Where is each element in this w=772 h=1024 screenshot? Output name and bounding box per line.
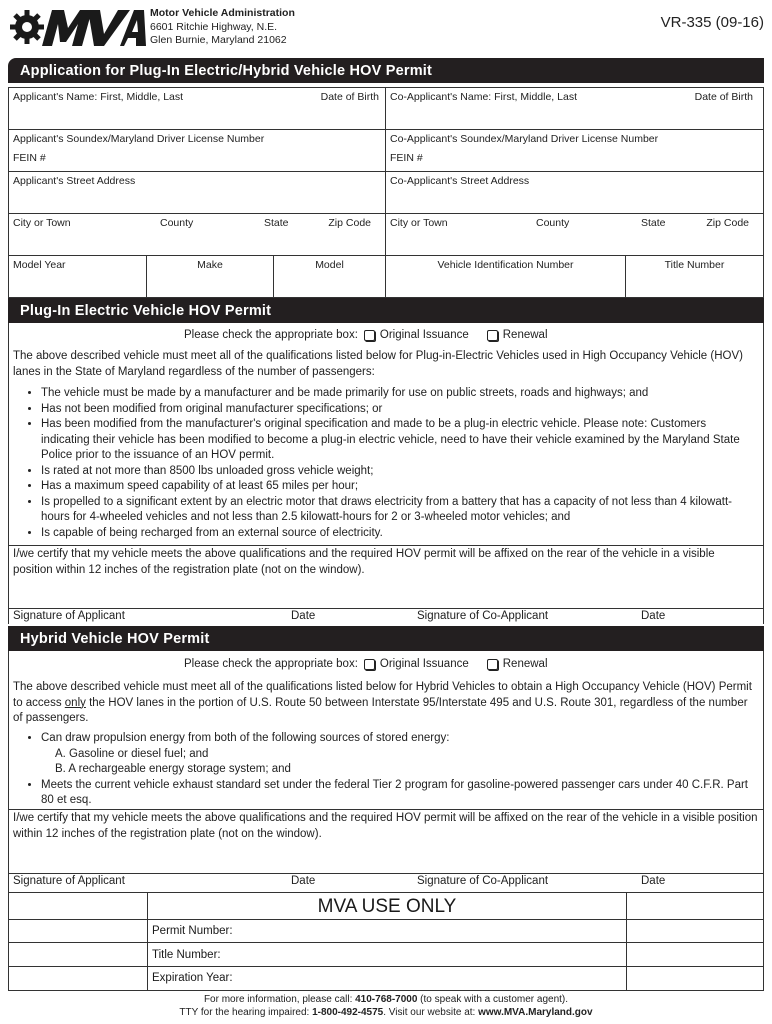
plugin-sig-coapplicant-label: Signature of Co-Applicant bbox=[417, 610, 549, 622]
applicant-county-label: County bbox=[160, 217, 194, 229]
hybrid-original-checkbox[interactable] bbox=[364, 659, 375, 670]
plugin-date2-label: Date bbox=[641, 610, 666, 622]
plugin-divider bbox=[9, 545, 763, 546]
hybrid-intro-a: The above described vehicle must meet all of the qualifications listed below for Hybrid Vehicles to obtain a High Occupancy Vehicle (HOV) Permit to access bbox=[13, 681, 752, 709]
coapplicant-city-field[interactable] bbox=[386, 214, 763, 256]
hybrid-item-2: • Meets the current vehicle exhaust standard set under the federal Tier 2 program for gasoline-powered passenger cars under 40 C.F.R. Part 80 et esq. bbox=[41, 778, 761, 809]
expiration-year-field[interactable] bbox=[148, 967, 626, 990]
plugin-section bbox=[8, 323, 764, 624]
hybrid-item-1 bbox=[41, 731, 761, 778]
mva-title-number-label: Title Number: bbox=[152, 949, 221, 961]
coapplicant-zip-label: Zip Code bbox=[706, 217, 749, 229]
plugin-qualifications bbox=[13, 386, 745, 541]
plugin-original-checkbox[interactable] bbox=[364, 330, 375, 341]
mva-title-number-field[interactable] bbox=[148, 943, 626, 967]
footer-tty-text: TTY for the hearing impaired: bbox=[179, 1007, 313, 1018]
footer-tty-phone: 1-800-492-4575 bbox=[312, 1007, 384, 1018]
hybrid-heading bbox=[8, 626, 764, 651]
hybrid-check-row bbox=[184, 658, 548, 670]
applicant-street-field[interactable] bbox=[9, 172, 386, 214]
coapplicant-name-field[interactable] bbox=[386, 88, 763, 130]
applicant-fein-label: FEIN # bbox=[13, 152, 46, 164]
expiration-year-label: Expiration Year: bbox=[152, 972, 233, 984]
mva-right-cell-2 bbox=[627, 920, 763, 943]
address-line1: 6601 Ritchie Highway, N.E. bbox=[150, 20, 278, 33]
vin-label: Vehicle Identification Number bbox=[437, 259, 574, 271]
applicant-city-field[interactable] bbox=[9, 214, 386, 256]
footer-line1 bbox=[0, 994, 772, 1005]
hybrid-signature-line[interactable] bbox=[9, 873, 763, 874]
footer-call-text: For more information, please call: bbox=[203, 994, 356, 1005]
coapplicant-street-label: Co-Applicant's Street Address bbox=[390, 175, 530, 187]
coapplicant-dob-label: Date of Birth bbox=[694, 91, 753, 103]
coapplicant-license-field[interactable] bbox=[386, 130, 763, 172]
hybrid-sub-a: A. Gasoline or diesel fuel; and bbox=[55, 747, 209, 760]
plugin-signature-line[interactable] bbox=[9, 608, 763, 609]
mva-use-only-title: MVA USE ONLY bbox=[148, 893, 626, 920]
plugin-heading bbox=[8, 298, 764, 323]
plugin-date1-label: Date bbox=[291, 610, 316, 622]
plugin-renewal-label: Renewal bbox=[502, 329, 548, 341]
mva-right-cell-1 bbox=[627, 893, 763, 920]
plugin-sig-applicant-label: Signature of Applicant bbox=[13, 610, 125, 622]
applicant-grid bbox=[8, 87, 764, 298]
make-field[interactable] bbox=[147, 256, 274, 297]
hybrid-renewal-checkbox[interactable] bbox=[487, 659, 498, 670]
model-field[interactable] bbox=[274, 256, 386, 297]
plugin-heading-text: Plug-In Electric Vehicle HOV Permit bbox=[20, 302, 272, 319]
hybrid-certify: I/we certify that my vehicle meets the above qualifications and the required HOV permit will be affixed on the rear of the vehicle in a visible position within 12 inches of the registration plate (not on the window). bbox=[13, 812, 758, 840]
hybrid-original-label: Original Issuance bbox=[379, 658, 469, 670]
footer-visit-text: . Visit our website at: bbox=[383, 1007, 479, 1018]
plugin-check-prompt: Please check the appropriate box: bbox=[184, 329, 358, 341]
hybrid-qualifications bbox=[13, 731, 761, 809]
hybrid-heading-text: Hybrid Vehicle HOV Permit bbox=[20, 630, 210, 647]
footer-website-link[interactable]: www.MVA.Maryland.gov bbox=[478, 1007, 593, 1018]
form-title-text: Application for Plug-In Electric/Hybrid Vehicle HOV Permit bbox=[20, 62, 433, 79]
hybrid-sig-applicant-label: Signature of Applicant bbox=[13, 875, 125, 887]
coapplicant-state-label: State bbox=[641, 217, 666, 229]
hybrid-intro-b: the HOV lanes in the portion of U.S. Route 50 between Interstate 95/Interstate 495 and U.S. Route 301, regardless of the number of passengers. bbox=[13, 696, 748, 724]
footer-phone: 410-768-7000 bbox=[355, 994, 418, 1005]
plugin-item-6: • Is propelled to a significant extent by an electric motor that draws electricity from a battery that has a capacity of not less than 4 kilowatt-hours for 4-wheeled vehicles and not less than 2.5 kilowatt-hours for 2 or 3-wheeled motor vehicles; and bbox=[41, 495, 745, 526]
address-line2: Glen Burnie, Maryland 21062 bbox=[150, 34, 287, 46]
coapplicant-fein-label: FEIN # bbox=[390, 152, 423, 164]
plugin-item-4: • Is rated at not more than 8500 lbs unloaded gross vehicle weight; bbox=[41, 464, 745, 480]
mva-left-cell-2 bbox=[9, 920, 147, 943]
model-year-label: Model Year bbox=[13, 259, 66, 271]
hybrid-divider bbox=[9, 809, 763, 810]
footer-line2 bbox=[0, 1007, 772, 1018]
vin-field[interactable] bbox=[386, 256, 626, 297]
coapplicant-name-label: Co-Applicant's Name: First, Middle, Last bbox=[390, 91, 577, 103]
hybrid-item-1-text: Can draw propulsion energy from both of the following sources of stored energy: bbox=[41, 732, 450, 744]
coapplicant-license-label: Co-Applicant's Soundex/Maryland Driver License Number bbox=[390, 133, 659, 145]
applicant-license-label: Applicant's Soundex/Maryland Driver License Number bbox=[13, 133, 265, 145]
applicant-name-label: Applicant's Name: First, Middle, Last bbox=[13, 91, 184, 103]
agency-address bbox=[150, 7, 295, 48]
applicant-name-field[interactable] bbox=[9, 88, 386, 130]
hybrid-section bbox=[8, 651, 764, 892]
plugin-check-row bbox=[184, 329, 548, 341]
model-year-field[interactable] bbox=[9, 256, 147, 297]
hybrid-sig-coapplicant-label: Signature of Co-Applicant bbox=[417, 875, 549, 887]
make-label: Make bbox=[197, 259, 223, 271]
plugin-item-2: • Has not been modified from original manufacturer specifications; or bbox=[41, 402, 745, 418]
mva-left-cell-1 bbox=[9, 893, 147, 920]
hybrid-renewal-label: Renewal bbox=[502, 658, 548, 670]
plugin-item-1: • The vehicle must be made by a manufacturer and be made primarily for use on public streets, roads and highways; and bbox=[41, 386, 745, 402]
title-number-label: Title Number bbox=[664, 259, 725, 271]
hybrid-intro-only: only bbox=[64, 696, 86, 709]
model-label: Model bbox=[315, 259, 344, 271]
form-number: VR-335 (09-16) bbox=[660, 14, 764, 31]
form-title bbox=[8, 58, 764, 83]
plugin-item-5: • Has a maximum speed capability of at least 65 miles per hour; bbox=[41, 479, 745, 495]
mva-use-only-box bbox=[8, 892, 764, 991]
plugin-intro: The above described vehicle must meet all of the qualifications listed below for Plug-in-Electric Vehicles used in High Occupancy Vehicle (HOV) lanes in the State of Maryland regardless of the number of passengers: bbox=[13, 350, 743, 378]
coapplicant-county-label: County bbox=[536, 217, 570, 229]
footer-agent-text: (to speak with a customer agent). bbox=[417, 994, 569, 1005]
plugin-original-label: Original Issuance bbox=[379, 329, 469, 341]
hybrid-date1-label: Date bbox=[291, 875, 316, 887]
mva-left-cell-3 bbox=[9, 943, 147, 967]
coapplicant-street-field[interactable] bbox=[386, 172, 763, 214]
applicant-license-field[interactable] bbox=[9, 130, 386, 172]
mva-right-cell-3 bbox=[627, 943, 763, 967]
hybrid-date2-label: Date bbox=[641, 875, 666, 887]
plugin-item-3: • Has been modified from the manufacturer's original specification and made to be a plug-in electric vehicle. Please note: Customers indicating their vehicle has been modified to become a plug-in electric vehicle, need to have their vehicle examined by the Maryland State Police prior to the issuance of an HOV permit. bbox=[41, 417, 745, 464]
permit-number-label: Permit Number: bbox=[152, 925, 233, 937]
plugin-certify: I/we certify that my vehicle meets the above qualifications and the required HOV permit will be affixed on the rear of the vehicle in a visible position within 12 inches of the registration plate (not on the window). bbox=[13, 548, 715, 576]
applicant-dob-label: Date of Birth bbox=[320, 91, 379, 103]
coapplicant-city-label: City or Town bbox=[390, 217, 448, 229]
title-number-field[interactable] bbox=[626, 256, 763, 297]
permit-number-field[interactable] bbox=[148, 920, 626, 943]
agency-name: Motor Vehicle Administration bbox=[150, 7, 295, 19]
hybrid-intro bbox=[13, 680, 759, 727]
plugin-item-7: • Is capable of being recharged from an external source of electricity. bbox=[41, 526, 745, 542]
hybrid-sub-b: B. A rechargeable energy storage system; and bbox=[55, 763, 291, 775]
hybrid-check-prompt: Please check the appropriate box: bbox=[184, 658, 358, 670]
plugin-renewal-checkbox[interactable] bbox=[487, 330, 498, 341]
applicant-state-label: State bbox=[264, 217, 289, 229]
applicant-street-label: Applicant's Street Address bbox=[13, 175, 136, 187]
mva-logo bbox=[8, 6, 146, 48]
applicant-city-label: City or Town bbox=[13, 217, 71, 229]
applicant-zip-label: Zip Code bbox=[328, 217, 371, 229]
